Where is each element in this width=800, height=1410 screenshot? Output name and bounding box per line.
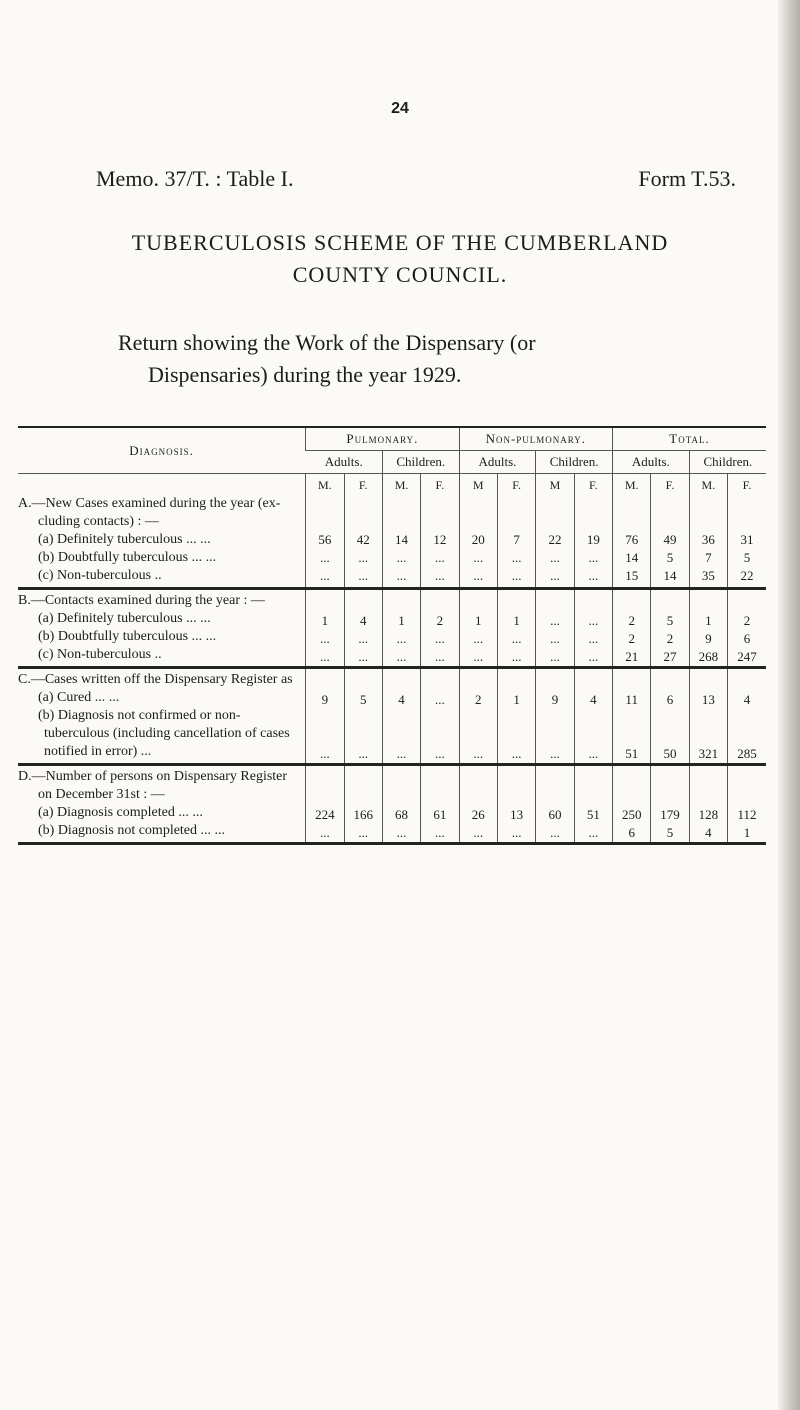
value-cell: ... bbox=[588, 630, 599, 646]
subtitle-line-1: Return showing the Work of the Dispensary (or bbox=[118, 330, 536, 355]
value-column bbox=[497, 668, 535, 765]
sex-label: M. bbox=[613, 474, 651, 494]
table-section bbox=[18, 589, 766, 668]
value-column bbox=[689, 765, 727, 844]
value-cell: 2 bbox=[743, 612, 751, 628]
value-cell: ... bbox=[435, 745, 445, 761]
diagnosis-cell bbox=[18, 589, 306, 668]
value-column bbox=[421, 493, 459, 589]
value-column bbox=[689, 493, 727, 589]
value-cell: ... bbox=[435, 630, 445, 646]
value-cell: 179 bbox=[660, 806, 680, 822]
sex-label: F. bbox=[728, 474, 766, 494]
value-cell: ... bbox=[511, 568, 522, 583]
value-cell: ... bbox=[473, 648, 484, 664]
value-cell: ... bbox=[319, 550, 330, 565]
table-section bbox=[18, 493, 766, 589]
value-cell: ... bbox=[588, 568, 599, 583]
value-column bbox=[728, 493, 766, 589]
document-title-line-2: COUNTY COUNCIL. bbox=[292, 262, 508, 287]
value-cell: 321 bbox=[698, 745, 719, 761]
value-cell: 1 bbox=[398, 612, 405, 628]
value-cell: 2 bbox=[628, 612, 635, 628]
page-number: 24 bbox=[391, 100, 409, 117]
value-cell: ... bbox=[396, 648, 407, 664]
table-row bbox=[18, 765, 766, 844]
value-cell: 4 bbox=[398, 691, 405, 707]
value-cell: 2 bbox=[475, 691, 482, 707]
value-cell: ... bbox=[319, 630, 330, 646]
value-column bbox=[536, 589, 574, 668]
value-cell: 15 bbox=[625, 568, 639, 583]
item-label: (b) Doubtfully tuberculous ... ... bbox=[38, 550, 217, 565]
value-column bbox=[421, 765, 459, 844]
value-cell: 250 bbox=[621, 806, 642, 822]
value-column bbox=[613, 668, 651, 765]
value-cell: 13 bbox=[510, 806, 524, 822]
value-cell: ... bbox=[319, 568, 330, 583]
value-column bbox=[497, 765, 535, 844]
value-column bbox=[382, 668, 420, 765]
value-column bbox=[306, 589, 344, 668]
value-cell: ... bbox=[396, 745, 407, 761]
value-column bbox=[459, 589, 497, 668]
value-cell: 22 bbox=[740, 568, 754, 583]
memo-reference: Memo. 37/T. : Table I. bbox=[96, 166, 294, 191]
sex-label: M. bbox=[382, 474, 420, 494]
value-cell: ... bbox=[473, 824, 484, 840]
value-column bbox=[651, 668, 689, 765]
value-cell: 9 bbox=[321, 691, 329, 707]
value-cell: ... bbox=[588, 745, 599, 761]
value-column bbox=[459, 668, 497, 765]
table-row bbox=[18, 668, 766, 765]
value-cell: ... bbox=[588, 824, 599, 840]
value-cell: 9 bbox=[705, 630, 712, 646]
value-column bbox=[344, 493, 382, 589]
item-label: (c) Non-tuberculous .. bbox=[38, 647, 162, 662]
value-cell: ... bbox=[358, 745, 369, 761]
value-cell: 4 bbox=[743, 691, 751, 707]
value-cell: ... bbox=[588, 550, 599, 565]
value-cell: 224 bbox=[315, 806, 335, 822]
value-column bbox=[382, 493, 420, 589]
value-cell: 14 bbox=[395, 532, 409, 547]
value-cell: ... bbox=[511, 824, 522, 840]
value-cell: ... bbox=[550, 612, 560, 628]
value-cell: 51 bbox=[625, 745, 639, 761]
value-cell: 128 bbox=[698, 806, 719, 822]
value-cell: ... bbox=[473, 630, 484, 646]
value-cell: 5 bbox=[359, 691, 367, 707]
value-cell: 26 bbox=[471, 806, 485, 822]
value-cell: 7 bbox=[513, 532, 520, 547]
value-cell: 51 bbox=[586, 806, 600, 822]
value-cell: 49 bbox=[663, 532, 677, 547]
section-title: A.—New Cases examined during the year (excluding contacts) : — bbox=[18, 496, 281, 529]
value-cell: ... bbox=[435, 824, 445, 840]
value-column bbox=[459, 765, 497, 844]
table-row bbox=[18, 589, 766, 668]
value-cell: ... bbox=[511, 648, 522, 664]
sex-label: F. bbox=[497, 474, 535, 494]
sex-label: F. bbox=[651, 474, 689, 494]
value-column bbox=[536, 493, 574, 589]
value-cell: 4 bbox=[359, 612, 367, 628]
section-title: C.—Cases written off the Dispensary Register as bbox=[18, 672, 293, 687]
value-cell: ... bbox=[396, 550, 407, 565]
diagnosis-cell bbox=[18, 765, 306, 844]
value-cell: 5 bbox=[666, 550, 674, 565]
value-cell: 285 bbox=[737, 745, 757, 761]
value-cell: ... bbox=[550, 648, 560, 664]
sex-label: F. bbox=[574, 474, 612, 494]
value-cell: 50 bbox=[663, 745, 677, 761]
value-column bbox=[574, 589, 612, 668]
page-edge-shadow bbox=[778, 0, 800, 1410]
table-section bbox=[18, 765, 766, 844]
group-header-total: Total. bbox=[613, 427, 766, 451]
diagnosis-cell bbox=[18, 668, 306, 765]
value-column bbox=[689, 668, 727, 765]
value-column bbox=[574, 493, 612, 589]
value-cell: 2 bbox=[436, 612, 444, 628]
value-cell: ... bbox=[473, 568, 484, 583]
value-cell: ... bbox=[358, 824, 369, 840]
section-title: B.—Contacts examined during the year : — bbox=[18, 593, 265, 608]
value-cell: 22 bbox=[548, 532, 562, 547]
value-cell: 19 bbox=[586, 532, 600, 547]
value-cell: 1 bbox=[743, 824, 751, 840]
value-column bbox=[689, 589, 727, 668]
subgroup-header: Adults. bbox=[459, 451, 536, 474]
document-title-line-1: TUBERCULOSIS SCHEME OF THE CUMBERLAND bbox=[131, 230, 669, 255]
value-cell: 14 bbox=[625, 550, 639, 565]
value-column bbox=[421, 668, 459, 765]
item-label: (a) Definitely tuberculous ... ... bbox=[38, 532, 211, 547]
group-header-non-pulmonary: Non-pulmonary. bbox=[459, 427, 612, 451]
value-column bbox=[728, 668, 766, 765]
sex-label: F. bbox=[421, 474, 459, 494]
sex-label: M bbox=[536, 474, 574, 494]
value-column bbox=[574, 765, 612, 844]
value-column bbox=[306, 668, 344, 765]
value-cell: ... bbox=[358, 648, 369, 664]
value-cell: ... bbox=[435, 648, 445, 664]
value-cell: 1 bbox=[705, 612, 712, 628]
value-cell: 9 bbox=[551, 691, 559, 707]
value-column bbox=[382, 765, 420, 844]
value-cell: 14 bbox=[663, 568, 677, 583]
subgroup-header: Children. bbox=[689, 451, 766, 474]
value-cell: ... bbox=[319, 824, 330, 840]
item-label: (a) Diagnosis completed ... ... bbox=[38, 805, 203, 820]
value-column bbox=[306, 493, 344, 589]
item-label: (a) Definitely tuberculous ... ... bbox=[38, 611, 211, 626]
value-column bbox=[574, 668, 612, 765]
value-column bbox=[421, 589, 459, 668]
value-cell: ... bbox=[473, 745, 484, 761]
sex-label: F. bbox=[344, 474, 382, 494]
value-cell: ... bbox=[358, 550, 369, 565]
subgroup-header: Adults. bbox=[306, 451, 383, 474]
section-title: D.—Number of persons on Dispensary Register on December 31st : — bbox=[18, 769, 288, 802]
sex-label: M. bbox=[689, 474, 727, 494]
form-number: Form T.53. bbox=[638, 166, 736, 191]
value-column bbox=[344, 589, 382, 668]
value-cell: 7 bbox=[705, 550, 712, 565]
value-cell: ... bbox=[588, 612, 599, 628]
diagnosis-cell bbox=[18, 493, 306, 589]
value-column bbox=[728, 765, 766, 844]
value-column bbox=[306, 765, 344, 844]
value-cell: 76 bbox=[625, 532, 639, 547]
item-label: (b) Diagnosis not confirmed or non-tuberculous (including cancellation of cases notified in error) ... bbox=[38, 708, 290, 759]
value-cell: ... bbox=[435, 568, 445, 583]
subgroup-header: Children. bbox=[536, 451, 613, 474]
value-column bbox=[497, 493, 535, 589]
value-cell: ... bbox=[550, 630, 560, 646]
value-cell: 1 bbox=[321, 612, 329, 628]
sex-label: M. bbox=[306, 474, 344, 494]
value-cell: 42 bbox=[356, 532, 370, 547]
value-cell: ... bbox=[358, 568, 369, 583]
value-cell: 36 bbox=[701, 532, 715, 547]
value-cell: ... bbox=[588, 648, 599, 664]
value-cell: ... bbox=[550, 745, 560, 761]
value-cell: ... bbox=[319, 745, 330, 761]
value-cell: 166 bbox=[353, 806, 373, 822]
value-column bbox=[651, 589, 689, 668]
value-column bbox=[728, 589, 766, 668]
item-label: (b) Diagnosis not completed ... ... bbox=[38, 823, 226, 838]
value-cell: 4 bbox=[590, 691, 597, 707]
value-cell: 12 bbox=[433, 532, 447, 547]
value-cell: ... bbox=[550, 550, 560, 565]
value-cell: 13 bbox=[701, 691, 715, 707]
item-label: (c) Non-tuberculous .. bbox=[38, 568, 162, 583]
value-cell: 61 bbox=[433, 806, 447, 822]
value-cell: ... bbox=[473, 550, 484, 565]
table-section bbox=[18, 668, 766, 765]
value-column bbox=[651, 765, 689, 844]
value-cell: ... bbox=[396, 824, 407, 840]
value-column bbox=[651, 493, 689, 589]
subtitle-line-2: Dispensaries) during the year 1929. bbox=[148, 362, 462, 387]
group-header-pulmonary: Pulmonary. bbox=[306, 427, 459, 451]
value-column bbox=[459, 493, 497, 589]
table-body bbox=[18, 474, 766, 494]
diagnosis-header: Diagnosis. bbox=[18, 427, 306, 474]
value-column bbox=[344, 765, 382, 844]
value-column bbox=[613, 589, 651, 668]
sex-row-blank bbox=[18, 474, 306, 494]
value-cell: 31 bbox=[740, 532, 754, 547]
value-column bbox=[536, 765, 574, 844]
value-cell: 68 bbox=[395, 806, 409, 822]
value-column bbox=[497, 589, 535, 668]
value-cell: ... bbox=[511, 745, 522, 761]
value-cell: ... bbox=[511, 630, 522, 646]
value-cell: 35 bbox=[701, 568, 715, 583]
subgroup-header: Adults. bbox=[613, 451, 690, 474]
value-cell: 247 bbox=[737, 648, 757, 664]
item-label: (a) Cured ... ... bbox=[38, 690, 120, 705]
table-row bbox=[18, 493, 766, 589]
value-cell: 5 bbox=[666, 612, 674, 628]
value-cell: 56 bbox=[318, 532, 332, 547]
value-cell: 6 bbox=[743, 630, 751, 646]
value-cell: 5 bbox=[743, 550, 751, 565]
value-column bbox=[344, 668, 382, 765]
value-cell: 21 bbox=[625, 648, 639, 664]
value-column bbox=[536, 668, 574, 765]
value-cell: 4 bbox=[705, 824, 712, 840]
value-cell: 112 bbox=[737, 806, 757, 822]
value-cell: 60 bbox=[548, 806, 562, 822]
value-cell: 27 bbox=[663, 648, 677, 664]
value-cell: ... bbox=[396, 568, 407, 583]
value-cell: 2 bbox=[628, 630, 635, 646]
value-cell: ... bbox=[435, 550, 445, 565]
subgroup-header: Children. bbox=[382, 451, 459, 474]
value-cell: 1 bbox=[513, 691, 520, 707]
value-cell: 2 bbox=[666, 630, 674, 646]
item-label: (b) Doubtfully tuberculous ... ... bbox=[38, 629, 217, 644]
value-cell: ... bbox=[435, 691, 445, 707]
value-cell: ... bbox=[358, 630, 369, 646]
value-cell: ... bbox=[550, 568, 560, 583]
value-cell: 1 bbox=[475, 612, 482, 628]
sex-label: M bbox=[459, 474, 497, 494]
value-cell: 268 bbox=[698, 648, 719, 664]
value-cell: 20 bbox=[471, 532, 485, 547]
value-cell: 1 bbox=[513, 612, 520, 628]
value-cell: 5 bbox=[666, 824, 674, 840]
value-cell: 6 bbox=[666, 691, 674, 707]
value-cell: 11 bbox=[625, 691, 638, 707]
value-cell: ... bbox=[396, 630, 407, 646]
value-column bbox=[613, 765, 651, 844]
value-cell: ... bbox=[511, 550, 522, 565]
value-cell: ... bbox=[319, 648, 330, 664]
value-cell: ... bbox=[550, 824, 560, 840]
dispensary-return-table bbox=[18, 426, 766, 845]
memo-row bbox=[96, 166, 736, 192]
value-column bbox=[613, 493, 651, 589]
value-column bbox=[382, 589, 420, 668]
value-cell: 6 bbox=[628, 824, 635, 840]
